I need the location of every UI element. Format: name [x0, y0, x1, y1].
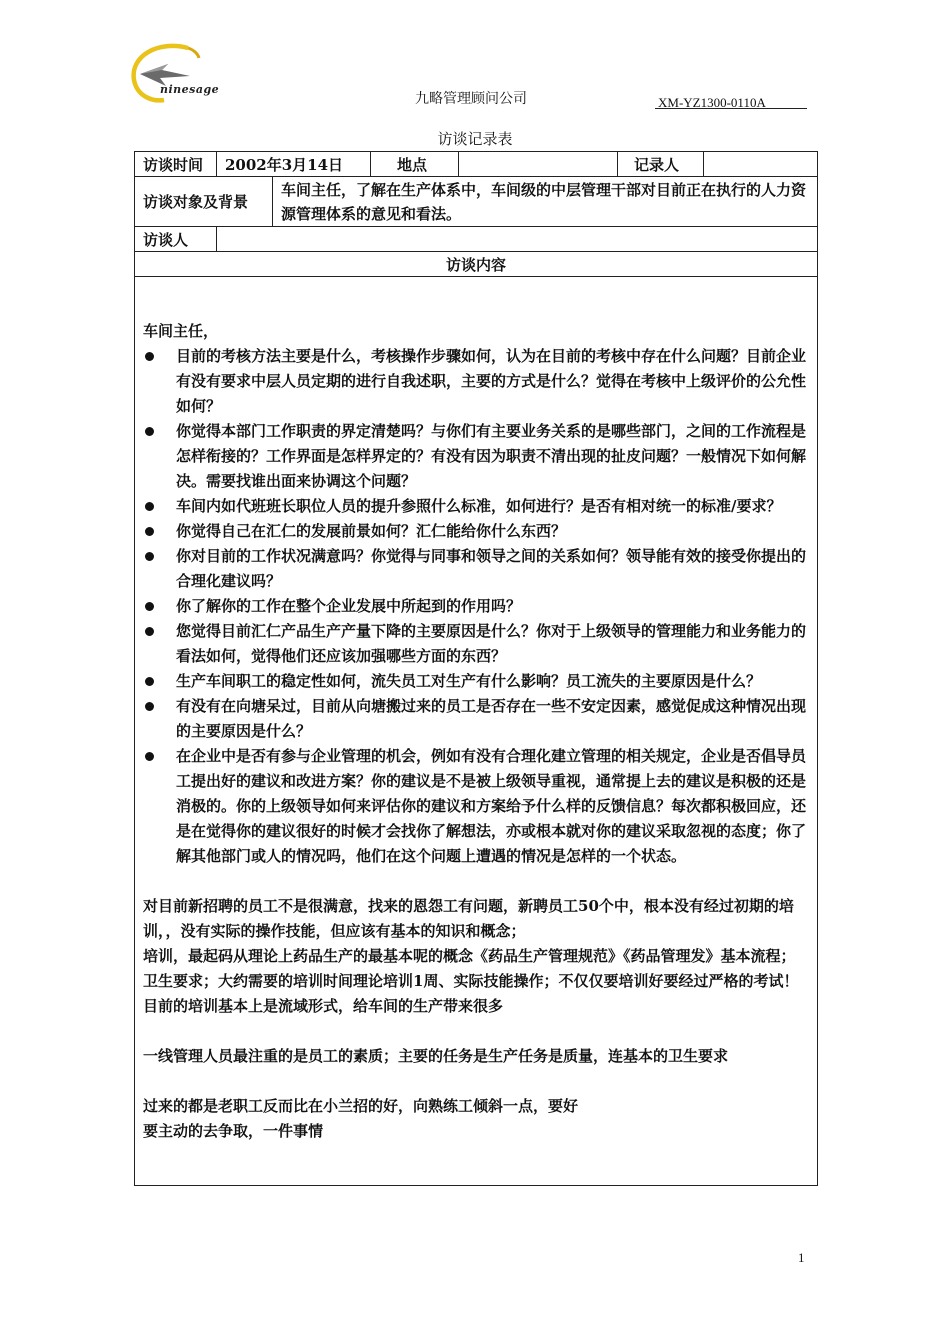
note-paragraph: 过来的都是老职工反而比在小兰招的好，向熟练工倾斜一点，要好 [143, 1096, 579, 1115]
list-item: 您觉得目前汇仁产品生产产量下降的主要原因是什么？你对于上级领导的管理能力和业务能力的看法如何，觉得他们还应该加强哪些方面的东西？ [143, 619, 809, 669]
table-row [135, 227, 818, 252]
table-row [135, 252, 818, 277]
list-item: 有没有在向塘呆过，目前从向塘搬过来的员工是否存在一些不安定因素，感觉促成这种情况出现的主要原因是什么？ [143, 694, 809, 744]
table-row [135, 277, 818, 1186]
bullet-icon [145, 752, 154, 761]
bullet-icon [145, 627, 154, 636]
list-item: 你觉得自己在汇仁的发展前景如何？汇仁能给你什么东西？ [143, 519, 809, 544]
location-label: 地点 [371, 152, 459, 177]
interview-time-label: 访谈时间 [135, 152, 217, 177]
interview-content-cell[interactable] [135, 277, 818, 1186]
page-title: 访谈记录表 [437, 130, 513, 148]
logo-wordmark: ninesage [160, 83, 220, 96]
list-item: 你了解你的工作在整个企业发展中所起到的作用吗？ [143, 594, 809, 619]
note-paragraph: 对目前新招聘的员工不是很满意，找来的恩怨工有问题，新聘员工50个中，根本没有经过初期的培训，，没有实际的操作技能，但应该有基本的知识和概念； [143, 896, 794, 940]
bullet-icon [145, 702, 154, 711]
note-paragraph: 一线管理人员最注重的是员工的素质；主要的任务是生产任务是质量，连基本的卫生要求 [143, 1046, 729, 1065]
subject-label: 访谈对象及背景 [135, 177, 273, 227]
bullet-icon [145, 352, 154, 361]
note-paragraph: 培训，最起码从理论上药品生产的最基本呢的概念《药品生产管理规范》《药品管理发》基本流程；卫生要求；大约需要的培训时间理论培训1周、实际技能操作；不仅仅要培训好要经过严格的考试！目前的培训基本上是流域形式，给车间的生产带来很多 [143, 946, 799, 1015]
interview-time-value[interactable]: 2002年3月14日 [217, 152, 371, 177]
recorder-value[interactable] [704, 152, 818, 177]
list-item: 车间内如代班班长职位人员的提升参照什么标准，如何进行？是否有相对统一的标准/要求？ [143, 494, 809, 519]
interview-record-table [134, 151, 818, 1186]
list-item: 目前的考核方法主要是什么，考核操作步骤如何，认为在目前的考核中存在什么问题？目前企业有没有要求中层人员定期的进行自我述职，主要的方式是什么？觉得在考核中上级评价的公允性如何？ [143, 344, 809, 419]
bullet-icon [145, 552, 154, 561]
table-row [135, 177, 818, 227]
note-paragraph: 要主动的去争取，一件事情 [143, 1121, 324, 1140]
company-name: 九略管理顾问公司 [415, 91, 527, 107]
bullet-icon [145, 677, 154, 686]
location-value[interactable] [459, 152, 618, 177]
bullet-icon [145, 602, 154, 611]
list-item: 你对目前的工作状况满意吗？你觉得与同事和领导之间的关系如何？领导能有效的接受你提出的合理化建议吗？ [143, 544, 809, 594]
table-row [135, 152, 818, 177]
subject-value[interactable]: 车间主任，了解在生产体系中，车间级的中层管理干部对目前正在执行的人力资源管理体系的意见和看法。 [273, 177, 818, 227]
header-rule [655, 108, 807, 109]
bullet-icon [145, 502, 154, 511]
list-item: 你觉得本部门工作职责的界定清楚吗？与你们有主要业务关系的是哪些部门，之间的工作流程是怎样衔接的？工作界面是怎样界定的？有没有因为职责不清出现的扯皮问题？一般情况下如何解决。需要找谁出面来协调这个问题？ [143, 419, 809, 494]
content-intro: 车间主任， [143, 321, 219, 340]
bullet-icon [145, 427, 154, 436]
list-item: 生产车间职工的稳定性如何，流失员工对生产有什么影响？员工流失的主要原因是什么？ [143, 669, 809, 694]
interviewer-label: 访谈人 [135, 227, 217, 252]
question-list [143, 344, 809, 869]
document-code: XM-YZ1300-0110A [658, 95, 766, 110]
content-heading: 访谈内容 [135, 252, 818, 277]
interviewer-value[interactable] [217, 227, 818, 252]
list-item: 在企业中是否有参与企业管理的机会，例如有没有合理化建立管理的相关规定，企业是否倡导员工提出好的建议和改进方案？你的建议是不是被上级领导重视，通常提上去的建议是积极的还是消极的。你的上级领导如何来评估你的建议和方案给予什么样的反馈信息？每次都积极回应，还是在觉得你的建议很好的时候才会找你了解想法，亦或根本就对你的建议采取忽视的态度；你了解其他部门或人的情况吗，他们在这个问题上遭遇的情况是怎样的一个状态。 [143, 744, 809, 869]
page-number: 1 [798, 1250, 805, 1265]
recorder-label: 记录人 [618, 152, 704, 177]
bullet-icon [145, 527, 154, 536]
